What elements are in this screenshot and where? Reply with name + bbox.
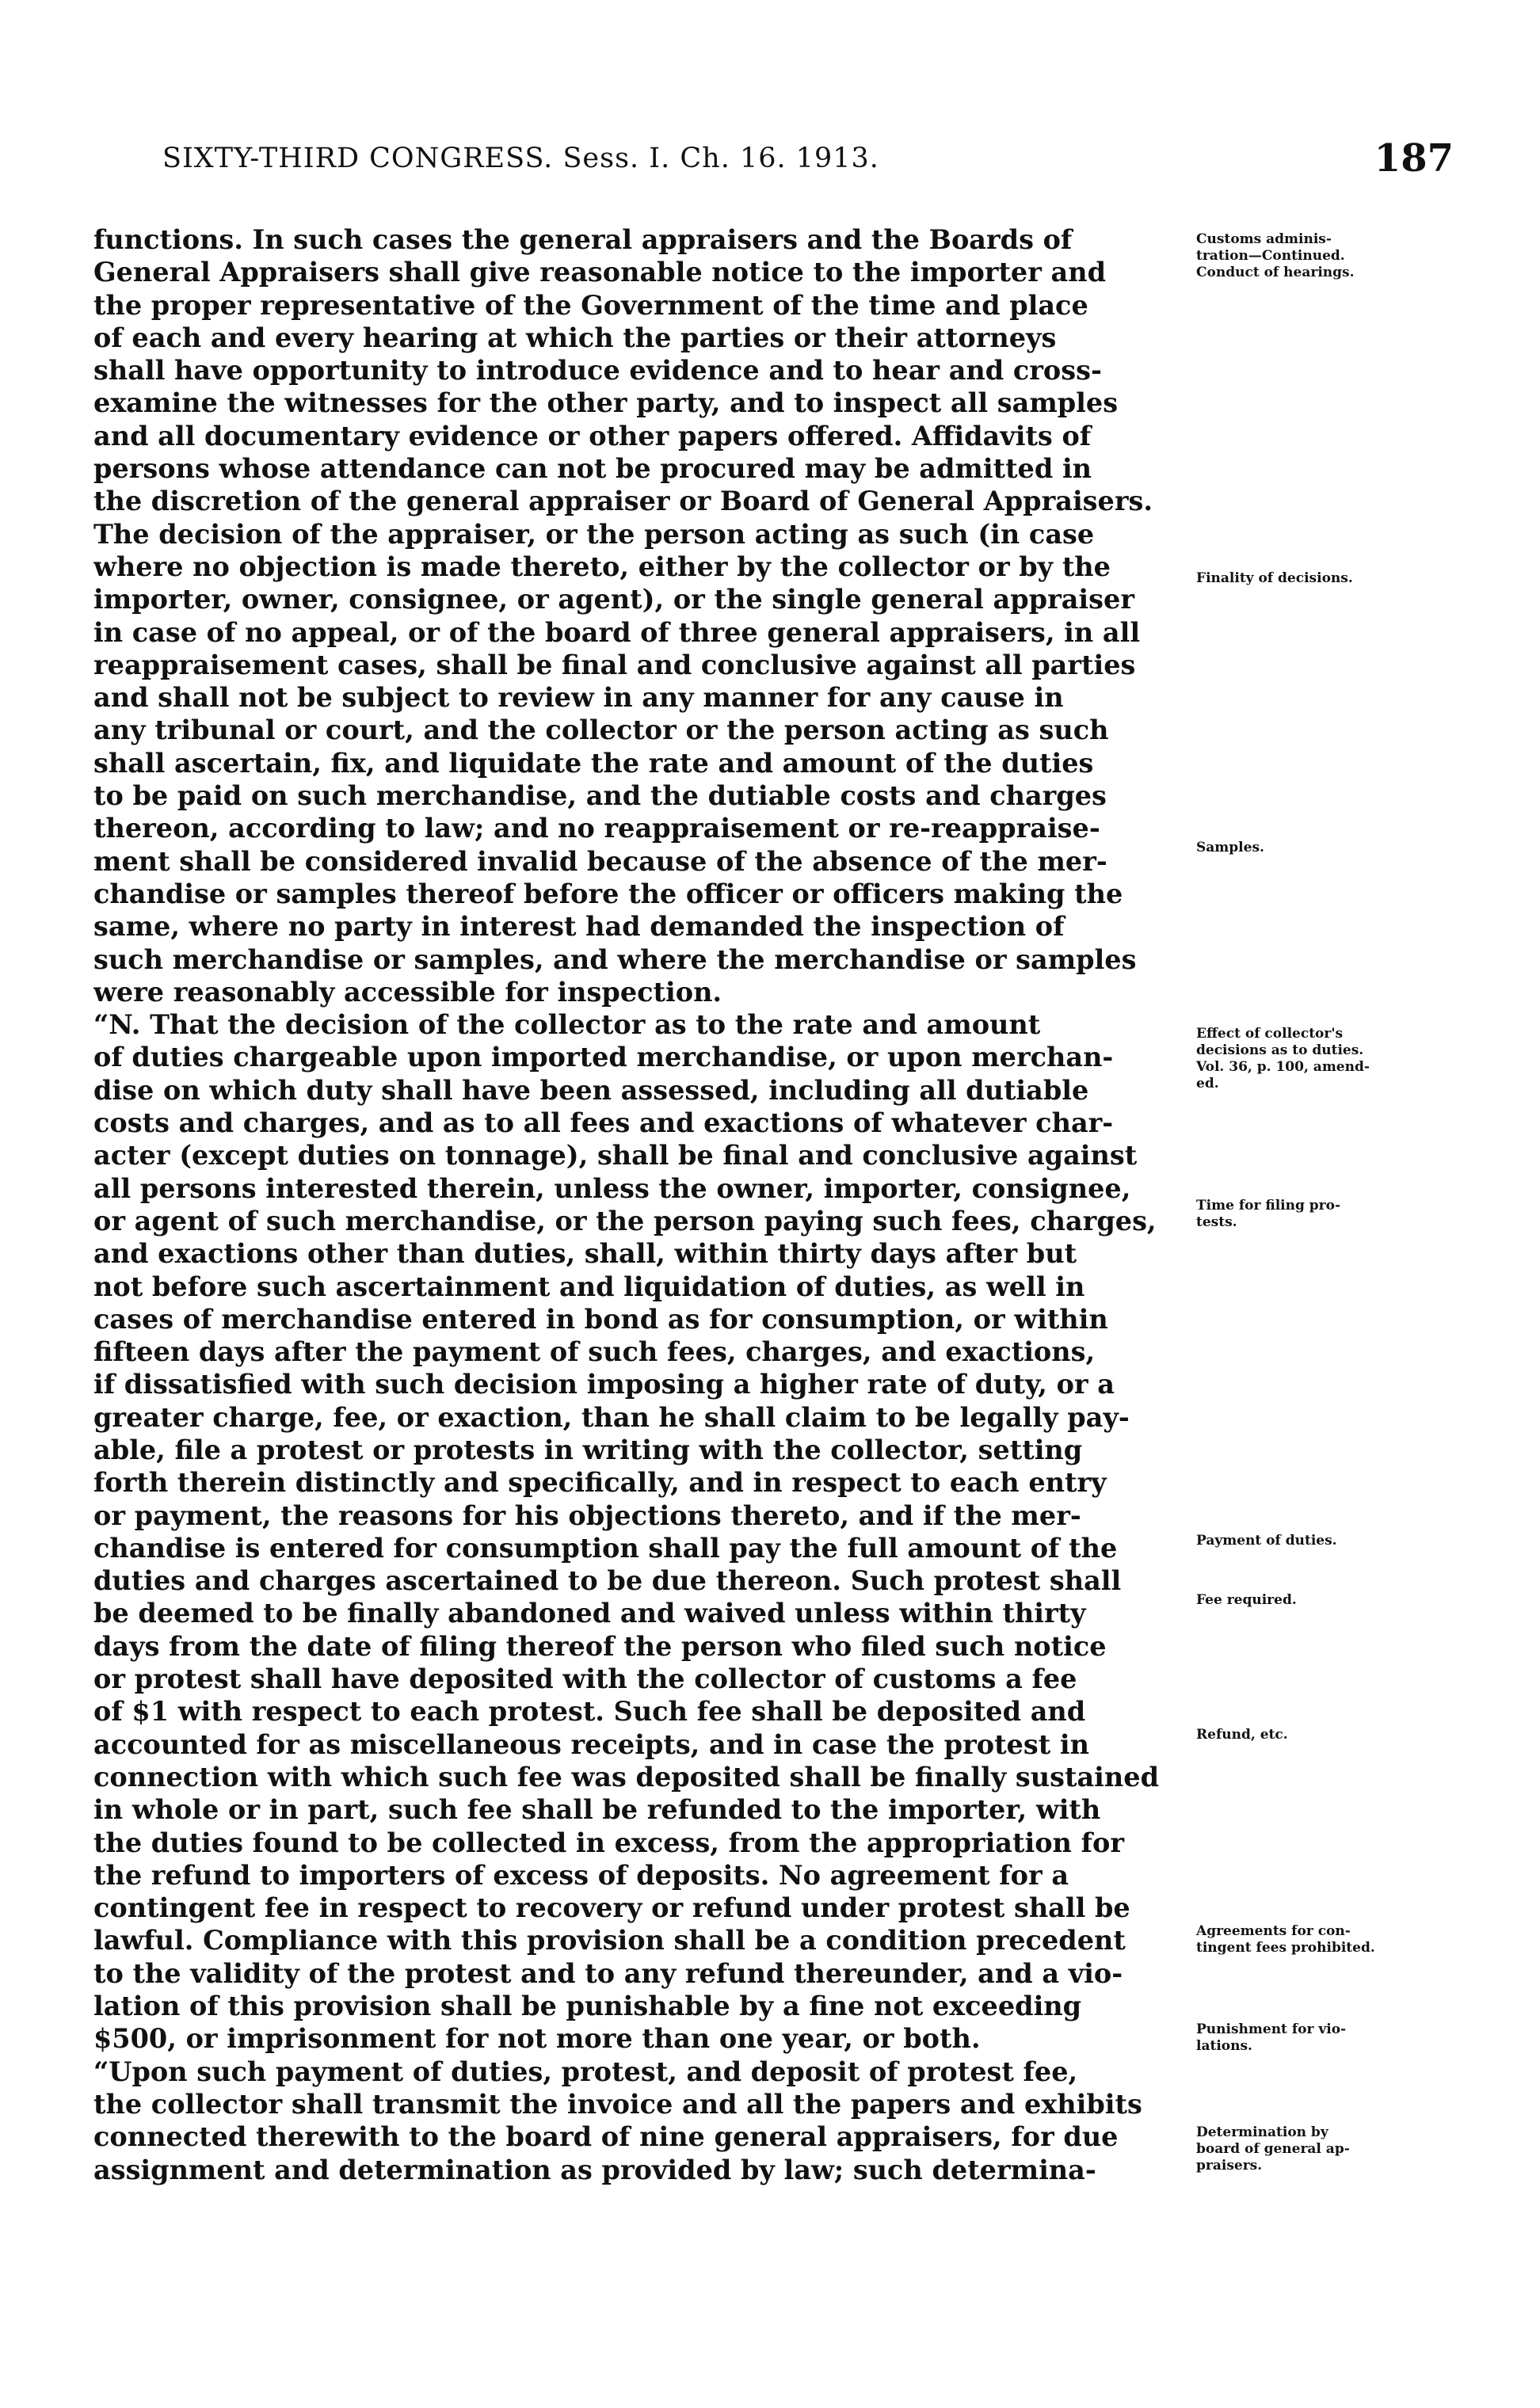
body-line: in case of no appeal, or of the board of three general appraisers, in all <box>93 616 1141 648</box>
body-line: and exactions other than duties, shall, within thirty days after but <box>93 1238 1077 1270</box>
body-line: to the validity of the protest and to any refund thereunder, and a vio- <box>93 1957 1123 1989</box>
body-line: acter (except duties on tonnage), shall be final and conclusive against <box>93 1140 1138 1172</box>
body-line: duties and charges ascertained to be due thereon. Such protest shall <box>93 1565 1122 1597</box>
body-line: importer, owner, consignee, or agent), or the single general appraiser <box>93 584 1134 615</box>
body-line: General Appraisers shall give reasonable notice to the importer and <box>93 257 1107 288</box>
body-line: persons whose attendance can not be procured may be admitted in <box>93 453 1092 485</box>
body-line: the duties found to be collected in excess, from the appropriation for <box>93 1827 1124 1858</box>
body-line: examine the witnesses for the other party, and to inspect all samples <box>93 387 1119 419</box>
body-line: or payment, the reasons for his objections thereto, and if the mer- <box>93 1499 1081 1531</box>
body-line: not before such ascertainment and liquidation of duties, as well in <box>93 1271 1085 1302</box>
body-line: same, where no party in interest had demanded the inspection of <box>93 911 1065 943</box>
margin-note-samples: Samples. <box>1196 840 1264 855</box>
body-line: shall have opportunity to introduce evidence and to hear and cross- <box>93 355 1102 387</box>
body-line: lawful. Compliance with this provision shall be a condition precedent <box>93 1925 1126 1956</box>
body-line: any tribunal or court, and the collector or the person acting as such <box>93 714 1109 746</box>
body-line: and shall not be subject to review in any manner for any cause in <box>93 682 1064 714</box>
body-line: “Upon such payment of duties, protest, and deposit of protest fee, <box>93 2056 1078 2087</box>
body-line: such merchandise or samples, and where the merchandise or samples <box>93 943 1137 975</box>
body-line: able, file a protest or protests in writing with the collector, setting <box>93 1434 1083 1465</box>
body-line: or protest shall have deposited with the collector of customs a fee <box>93 1663 1077 1695</box>
margin-note-payment: Payment of duties. <box>1196 1533 1337 1549</box>
body-line: connection with which such fee was deposited shall be finally sustained <box>93 1761 1160 1793</box>
margin-note-agreements: Agreements for con- tingent fees prohibited. <box>1196 1923 1375 1956</box>
body-line: the discretion of the general appraiser or Board of General Appraisers. <box>93 486 1153 517</box>
body-line: assignment and determination as provided by law; such determina- <box>93 2154 1096 2185</box>
body-line: thereon, according to law; and no reappraisement or re-reappraise- <box>93 813 1100 844</box>
body-line: functions. In such cases the general appraisers and the Boards of <box>93 224 1073 255</box>
body-line: be deemed to be finally abandoned and waived unless within thirty <box>93 1598 1086 1629</box>
body-line: of $1 with respect to each protest. Such fee shall be deposited and <box>93 1696 1086 1728</box>
body-line: where no objection is made thereto, either by the collector or by the <box>93 551 1111 582</box>
body-line: in whole or in part, such fee shall be refunded to the importer, with <box>93 1794 1101 1826</box>
margin-note-finality: Finality of decisions. <box>1196 570 1353 586</box>
statute-body-text <box>93 223 1195 2186</box>
margin-note-time-protests: Time for filing pro- tests. <box>1196 1198 1341 1230</box>
body-line: days from the date of filing thereof the person who filed such notice <box>93 1630 1107 1662</box>
page-header <box>162 136 1454 190</box>
body-line: The decision of the appraiser, or the person acting as such (in case <box>93 518 1095 550</box>
body-line: cases of merchandise entered in bond as for consumption, or within <box>93 1303 1108 1335</box>
body-line: the collector shall transmit the invoice and all the papers and exhibits <box>93 2088 1142 2120</box>
margin-note-effect: Effect of collector's decisions as to duties. Vol. 36, p. 100, amend- ed. <box>1196 1026 1370 1092</box>
running-head: SIXTY-THIRD CONGRESS. Sess. I. Ch. 16. 1913. <box>162 143 879 174</box>
body-line: to be paid on such merchandise, and the dutiable costs and charges <box>93 780 1107 812</box>
body-line: $500, or imprisonment for not more than one year, or both. <box>93 2023 981 2055</box>
body-line: the refund to importers of excess of deposits. No agreement for a <box>93 1859 1069 1891</box>
body-line: of each and every hearing at which the parties or their attorneys <box>93 322 1057 353</box>
body-line: or agent of such merchandise, or the person paying such fees, charges, <box>93 1205 1157 1236</box>
body-line: chandise is entered for consumption shall pay the full amount of the <box>93 1532 1118 1564</box>
body-line: “N. That the decision of the collector as to the rate and amount <box>93 1009 1041 1041</box>
body-line: shall ascertain, fix, and liquidate the rate and amount of the duties <box>93 747 1094 779</box>
page-number: 187 <box>1374 136 1454 181</box>
margin-note-determination: Determination by board of general ap- praisers. <box>1196 2124 1350 2174</box>
body-line: lation of this provision shall be punishable by a fine not exceeding <box>93 1991 1082 2022</box>
body-line: reappraisement cases, shall be final and conclusive against all parties <box>93 649 1136 680</box>
body-line: accounted for as miscellaneous receipts, and in case the protest in <box>93 1728 1089 1760</box>
margin-note-refund: Refund, etc. <box>1196 1727 1288 1743</box>
body-line: forth therein distinctly and specifically, and in respect to each entry <box>93 1467 1107 1499</box>
body-line: contingent fee in respect to recovery or refund under protest shall be <box>93 1892 1130 1924</box>
margin-note-customs-administration: Customs adminis- tration—Continued. Conduct of hearings. <box>1196 231 1355 280</box>
body-line: costs and charges, and as to all fees and exactions of whatever char- <box>93 1107 1114 1139</box>
margin-note-fee: Fee required. <box>1196 1592 1297 1608</box>
body-line: if dissatisfied with such decision imposing a higher rate of duty, or a <box>93 1369 1115 1400</box>
body-line: the proper representative of the Government of the time and place <box>93 289 1088 321</box>
body-line: all persons interested therein, unless the owner, importer, consignee, <box>93 1172 1131 1204</box>
body-line: fifteen days after the payment of such fees, charges, and exactions, <box>93 1336 1096 1368</box>
margin-note-punishment: Punishment for vio- lations. <box>1196 2021 1347 2054</box>
body-line: of duties chargeable upon imported merchandise, or upon merchan- <box>93 1042 1114 1073</box>
body-line: chandise or samples thereof before the officer or officers making the <box>93 878 1123 909</box>
body-line: and all documentary evidence or other papers offered. Affidavits of <box>93 420 1092 452</box>
body-line: connected therewith to the board of nine general appraisers, for due <box>93 2121 1119 2153</box>
body-line: dise on which duty shall have been assessed, including all dutiable <box>93 1074 1089 1106</box>
body-line: greater charge, fee, or exaction, than he shall claim to be legally pay- <box>93 1401 1130 1433</box>
body-line: ment shall be considered invalid because of the absence of the mer- <box>93 845 1107 877</box>
body-line: were reasonably accessible for inspection. <box>93 976 722 1008</box>
